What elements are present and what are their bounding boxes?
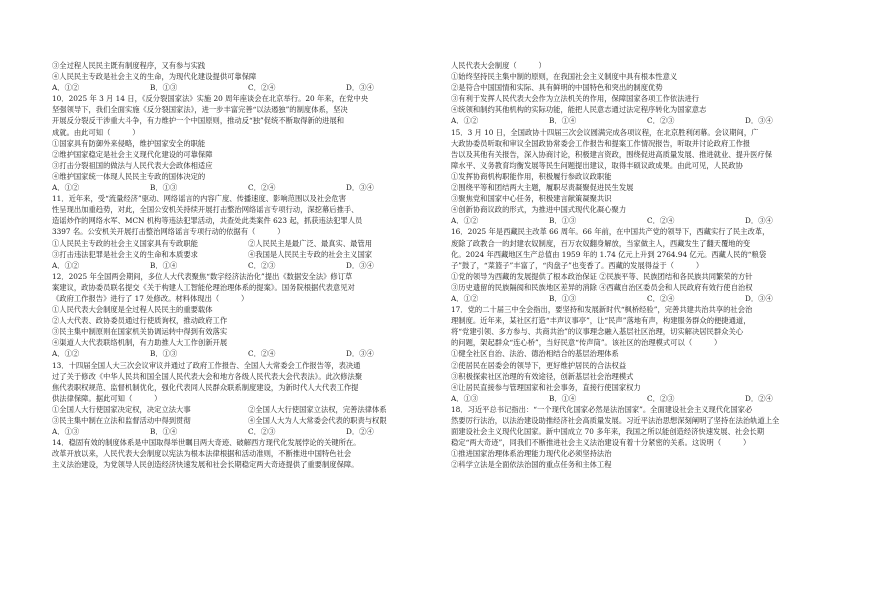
text-line: 大政协委员听取和审议全国政协常委会工作报告和提案工作情况报告，听取并讨论政府工作报 [451, 138, 751, 148]
text-line: 改革开放以来，人民代表大会制度以宪法为根本法律根据和活动准则，不断推进中国特色社会 [52, 449, 352, 459]
text-line: ④让居民直接参与管理国家和社会事务，直接行使国家权力 [451, 382, 641, 392]
text-line: ③历史遗留的民族隔阂和民族地区差异的消除 ④西藏自治区委员会和人民政府有效行使自治权 [451, 282, 753, 292]
answer-option: D．③④ [346, 349, 374, 359]
statement-pair [52, 249, 444, 260]
text-line: ④创新协商议政的形式，为推进中国式现代化凝心聚力 [451, 205, 627, 215]
text-line: ②使居民在居委会的领导下，更好维护居民的合法权益 [451, 360, 627, 370]
statement: ②人民民主是最广泛、最真实、最管用 [248, 238, 373, 248]
text-line: 障水平、义务教育均衡发展等民生问题提出建议，取得丰硕议政成果。由此可见，人民政协 [451, 160, 743, 170]
text-line: ④人民民主专政是社会主义的生命，为现代化建设提供可靠保障 [52, 72, 257, 82]
answer-option: A．①② [451, 216, 479, 226]
text-line: 然要厉行法治，以法治建设助推经济社会高质量发展。习近平法治思想深刻阐明了坚持在法治轨道上全 [451, 416, 780, 425]
answer-option: D．③④ [346, 83, 374, 93]
text-line: 主义法治建设，为党领导人民创造经济快速发展和社会长期稳定两大奇迹提供了重要制度保障。 [52, 460, 359, 470]
text-line: ②围绕平等和团结两大主题，履职尽责凝聚促进民生发展 [451, 183, 634, 193]
answer-option: C．②③ [647, 116, 675, 126]
answer-option: D．③④ [346, 260, 374, 270]
answer-options [52, 348, 444, 359]
text-line: 告以及其他有关报告，深入协商讨论，积极建言资政，围绕促进高质量发展、推进就业、提升医疗保 [451, 149, 773, 159]
statement-pair [52, 415, 444, 426]
text-line: ③有利于发挥人民代表大会作为立法机关的作用，保障国家各项工作依法进行 [451, 94, 700, 104]
text-line: 12．2025 年全国两会期间，多位人大代表聚焦“数字经济法治化”提出《数据安全法》修订草 [52, 271, 353, 281]
text-line: ①人民代表大会制度是全过程人民民主的重要载体 [52, 305, 213, 315]
answer-option: A．①③ [451, 393, 479, 403]
text-line: 17．党的二十届三中全会指出，要坚持和发展新时代“枫桥经验”，完善共建共治共享的社会治 [451, 305, 753, 315]
answer-option: C．②④ [248, 183, 276, 193]
text-line: 15．3 月 10 日，全国政协十四届三次会议圆满完成各项议程，在北京胜利闭幕。会议期间，广 [451, 127, 759, 137]
text-line: 性呈现出加重趋势，对此，全国公安机关持续开展打击整治网络谣言专项行动，深挖幕后推手、 [52, 205, 359, 215]
answer-option: D．②④ [745, 393, 773, 403]
text-line: 理制度。近年来，某社区打造“丰声议事亭”，让“民声”落地有声，构建服务群众的便捷通道， [451, 316, 751, 326]
text-line: 的问题，架起群众“连心桥”，当好民意“传声筒”。该社区的治理模式可以（ ） [451, 338, 722, 348]
statement-pair [52, 238, 444, 249]
text-line: ①推进国家治理体系治理能力现代化必须坚持法治 [451, 449, 612, 459]
text-line: 《政府工作报告》进行了 17 处修改。材料体现出（ ） [52, 293, 249, 303]
answer-option: A．①② [52, 83, 80, 93]
text-line: 废除了政教合一的封建农奴制度，百万农奴翻身解放，当家做主人，西藏发生了翻天覆地的变 [451, 238, 751, 248]
text-line: ①党的领导为西藏的发展提供了根本政治保证 ②民族平等、民族团结和各民族共同繁荣的方针 [451, 271, 753, 281]
answer-option: B．①④ [549, 393, 577, 403]
answer-option: B．①③ [549, 293, 577, 303]
text-line: 面建设社会主义现代化国家。新中国成立 70 多年来，我国之所以能创造经济快速发展、社会长期 [451, 427, 765, 437]
statement: ①人民民主专政的社会主义国家具有专政职能 [52, 238, 198, 248]
statement: ②全国人大行使国家立法权，完善法律体系 [248, 404, 387, 414]
text-line: ①健全社区自治、法治、德治相结合的基层治理体系 [451, 349, 619, 359]
answer-options [451, 293, 843, 304]
text-line: 开展反分裂反干涉重大斗争，有力维护一个中国原则，推动反“独”促统不断取得新的进展和 [52, 116, 345, 126]
answer-option: C．②④ [248, 83, 276, 93]
text-line: 18．习近平总书记指出：“一个现代化国家必然是法治国家”。全面建设社会主义现代化国家必 [451, 404, 753, 414]
answer-options [52, 426, 444, 437]
answer-options [52, 260, 444, 271]
answer-option: B．①④ [150, 427, 178, 437]
answer-options [451, 393, 843, 404]
answer-option: B．①④ [150, 260, 178, 270]
statement-pair [52, 404, 444, 415]
answer-option: C．②④ [248, 349, 276, 359]
text-line: ③聚焦党和国家中心任务，积极建言献策凝聚共识 [451, 194, 612, 204]
text-line: ②人大代表、政协委员通过行使质询权，推动政府工作 [52, 316, 228, 326]
text-line: 坚强领导下，我们全面实施《反分裂国家法》，进一步丰富完善“以法遏独”的制度体系，坚决 [52, 105, 348, 115]
answer-option: D．③④ [745, 293, 773, 303]
answer-options [451, 115, 843, 126]
statement: ①全国人大行使国家决定权，决定立法大事 [52, 404, 191, 414]
answer-option: A．①② [451, 116, 479, 126]
text-line: 稳定“两大奇迹”，同我们不断推进社会主义法治建设有着十分紧密的关系。这说明（ ） [451, 438, 751, 448]
answer-option: C．②④ [647, 293, 675, 303]
text-line: ②是符合中国国情和实际、具有鲜明的中国特色和突出的制度优势 [451, 83, 663, 93]
text-line: 化。2024 年西藏地区生产总值由 1959 年的 1.74 亿元上升到 2764.94 亿元。西藏人民的“粮袋 [451, 249, 767, 259]
text-line: 将“党建引领、多方参与、共商共治”的议事理念融入基层社区治理，切实解决居民群众关心 [451, 327, 744, 337]
text-line: 案建议，政协委员联名提交《关于构建人工智能伦理治理体系的提案》。国务院根据代表意见对 [52, 282, 355, 292]
left-column [52, 60, 444, 470]
answer-options [52, 82, 444, 93]
answer-option: B．①④ [549, 116, 577, 126]
answer-option: B．①③ [150, 183, 178, 193]
answer-option: A．①② [52, 260, 80, 270]
text-line: 3397 名。公安机关开展打击整治网络谣言专项行动的依据有（ ） [52, 227, 285, 237]
text-line: ②科学立法是全面依法治国的重点任务和主体工程 [451, 460, 612, 470]
text-line: 14．稳固有效的制度体系是中国取得举世瞩目两大奇迹、破解西方现代化发展悖论的关键所在。 [52, 438, 361, 448]
text-line: 16．2025 年是西藏民主改革 66 周年。66 年前，在中国共产党的领导下，西藏实行了民主改革， [451, 227, 770, 237]
answer-option: A．①② [52, 183, 80, 193]
answer-option: D．②④ [346, 427, 374, 437]
answer-option: C．②③ [647, 393, 675, 403]
text-line: ③积极探索社区治理的有效途径，创新基层社会治理模式 [451, 371, 634, 381]
answer-options [451, 215, 843, 226]
text-line: ③民主集中制原则在国家机关协调运转中得到有效落实 [52, 327, 228, 337]
answer-option: D．③④ [346, 183, 374, 193]
statement: ③打击违法犯罪是社会主义的生命和本质要求 [52, 249, 198, 259]
text-line: ①发挥协商机构职能作用，积极履行参政议政职能 [451, 171, 612, 181]
answer-option: A．①② [451, 293, 479, 303]
answer-option: C．②④ [647, 216, 675, 226]
text-line: 成就。由此可知（ ） [52, 127, 140, 137]
answer-option: B．①③ [150, 349, 178, 359]
text-line: ①始终坚持民主集中制的原则，在我国社会主义制度中具有根本性意义 [451, 72, 678, 82]
answer-option: C．②③ [248, 260, 276, 270]
text-line: 焦代表职权规范、监督机制优化，强化代表同人民群众联系制度建设，为新时代人大代表工作提 [52, 382, 359, 392]
answer-option: D．③④ [745, 116, 773, 126]
text-line: 过了关于修改《中华人民共和国全国人民代表大会和地方各级人民代表大会代表法》。此次修法聚 [52, 371, 363, 381]
text-line: ③全过程人民民主既有制度程序，又有参与实践 [52, 61, 206, 70]
answer-option: A．①② [52, 349, 80, 359]
text-line: ④统领和制约其他机构的实际功能，能把人民意志通过法定程序转化为国家意志 [451, 105, 707, 115]
answer-option: C．②③ [248, 427, 276, 437]
text-line: 造谣炒作的网络水军、MCN 机构等违法犯罪活动，共查处此类案件 623 起，抓获违法犯罪人员 [52, 216, 363, 226]
answer-options [52, 182, 444, 193]
statement: ④全国人大为人大常委会代表的职责与权限 [248, 416, 387, 425]
text-line: 10．2025 年 3 月 14 日，《反分裂国家法》实施 20 周年座谈会在北京举行。20 年来，在党中央 [52, 94, 369, 104]
answer-option: A．①③ [52, 427, 80, 437]
text-line: ②维护国家稳定是社会主义现代化建设的可靠保障 [52, 149, 213, 159]
statement: ③民主集中制在立法和监督活动中得到贯彻 [52, 416, 191, 425]
text-line: ④渠道人大代表联络机制，有力助推人大工作创新开展 [52, 338, 228, 348]
text-line: ①国家具有防御外来侵略，维护国家安全的职能 [52, 138, 206, 148]
text-line: 13．十四届全国人大三次会议审议并通过了政府工作报告、全国人大常委会工作报告等，表决通 [52, 360, 361, 370]
answer-option: D．③④ [745, 216, 773, 226]
text-line: 人民代表大会制度（ ） [451, 61, 546, 70]
text-line: 子”鼓了，“菜篮子”丰富了，“肉盘子”也变香了。西藏的发展得益于（ ） [451, 260, 704, 270]
answer-option: B．①③ [150, 83, 178, 93]
answer-option: B．①③ [549, 216, 577, 226]
statement: ④我国是人民民主专政的社会主义国家 [248, 249, 373, 259]
text-line: ③打击分裂祖国的做法与人民代表大会政体相适应 [52, 160, 213, 170]
text-line: 供法律保障。据此可知（ ） [52, 393, 162, 403]
text-line: 11．近年来，受“流量经济”驱动、网络谣言的内容广度、传播速度、影响范围以及社会危害 [52, 194, 347, 204]
text-line: ④维护国家统一体现人民民主专政的国体决定的 [52, 171, 206, 181]
right-column [451, 60, 843, 470]
